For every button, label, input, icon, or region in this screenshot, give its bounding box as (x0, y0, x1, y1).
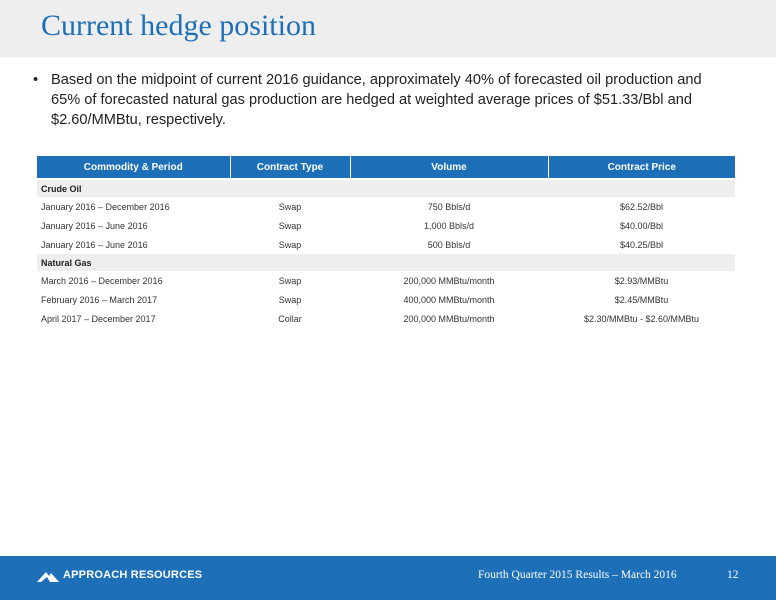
section-row-natural-gas (37, 254, 735, 271)
cell-contract-type: Swap (278, 294, 302, 305)
cell-contract-type: Swap (278, 220, 302, 231)
cell-contract-type: Swap (278, 275, 302, 286)
cell-price: $40.00/Bbl (619, 220, 664, 231)
cell-volume: 750 Bbls/d (427, 201, 471, 212)
cell-period: February 2016 – March 2017 (41, 294, 158, 305)
cell-volume: 200,000 MMBtu/month (403, 275, 495, 286)
table-row (37, 235, 735, 254)
cell-price: $2.93/MMBtu (614, 275, 669, 286)
cell-price: $2.30/MMBtu - $2.60/MMBtu (583, 313, 700, 324)
cell-period: January 2016 – December 2016 (41, 201, 170, 212)
cell-period: March 2016 – December 2016 (41, 275, 163, 286)
cell-volume: 200,000 MMBtu/month (403, 313, 495, 324)
brand-name: APPROACH RESOURCES (63, 569, 203, 581)
hedge-table (37, 156, 735, 328)
footer-bar (0, 556, 776, 600)
header-contract-price: Contract Price (548, 156, 735, 178)
cell-period: January 2016 – June 2016 (41, 220, 148, 231)
cell-price: $2.45/MMBtu (614, 294, 669, 305)
bullet-text: Based on the midpoint of current 2016 guidance, approximately 40% of forecasted oil production and 65% of forecasted natural gas production are hedged at weighted average prices of $51.33/Bbl and $2.60/MMBtu, respectively. (51, 72, 702, 128)
cell-price: $62.52/Bbl (619, 201, 664, 212)
table-row (37, 290, 735, 309)
cell-period: January 2016 – June 2016 (41, 239, 148, 250)
cell-period: April 2017 – December 2017 (41, 313, 156, 324)
table-row (37, 197, 735, 216)
table-row (37, 216, 735, 235)
cell-contract-type: Swap (278, 201, 302, 212)
section-label: Crude Oil (37, 180, 735, 197)
cell-volume: 500 Bbls/d (427, 239, 471, 250)
bullet-dot-icon: • (33, 72, 39, 88)
table-row (37, 271, 735, 290)
table-header-row (37, 156, 735, 178)
header-commodity-period: Commodity & Period (37, 156, 230, 178)
header-contract-type: Contract Type (230, 156, 350, 178)
section-label: Natural Gas (37, 254, 735, 271)
cell-price: $40.25/Bbl (619, 239, 664, 250)
approach-resources-logo-icon (37, 570, 59, 582)
footer-caption: Fourth Quarter 2015 Results – March 2016 (478, 569, 677, 581)
cell-contract-type: Swap (278, 239, 302, 250)
cell-contract-type: Collar (278, 313, 302, 324)
section-row-crude-oil (37, 180, 735, 197)
bullet-point (33, 70, 733, 130)
cell-volume: 1,000 Bbls/d (423, 220, 475, 231)
slide-title: Current hedge position (41, 9, 316, 42)
table-row (37, 309, 735, 328)
page-number: 12 (727, 569, 739, 581)
header-volume: Volume (350, 156, 548, 178)
cell-volume: 400,000 MMBtu/month (403, 294, 495, 305)
